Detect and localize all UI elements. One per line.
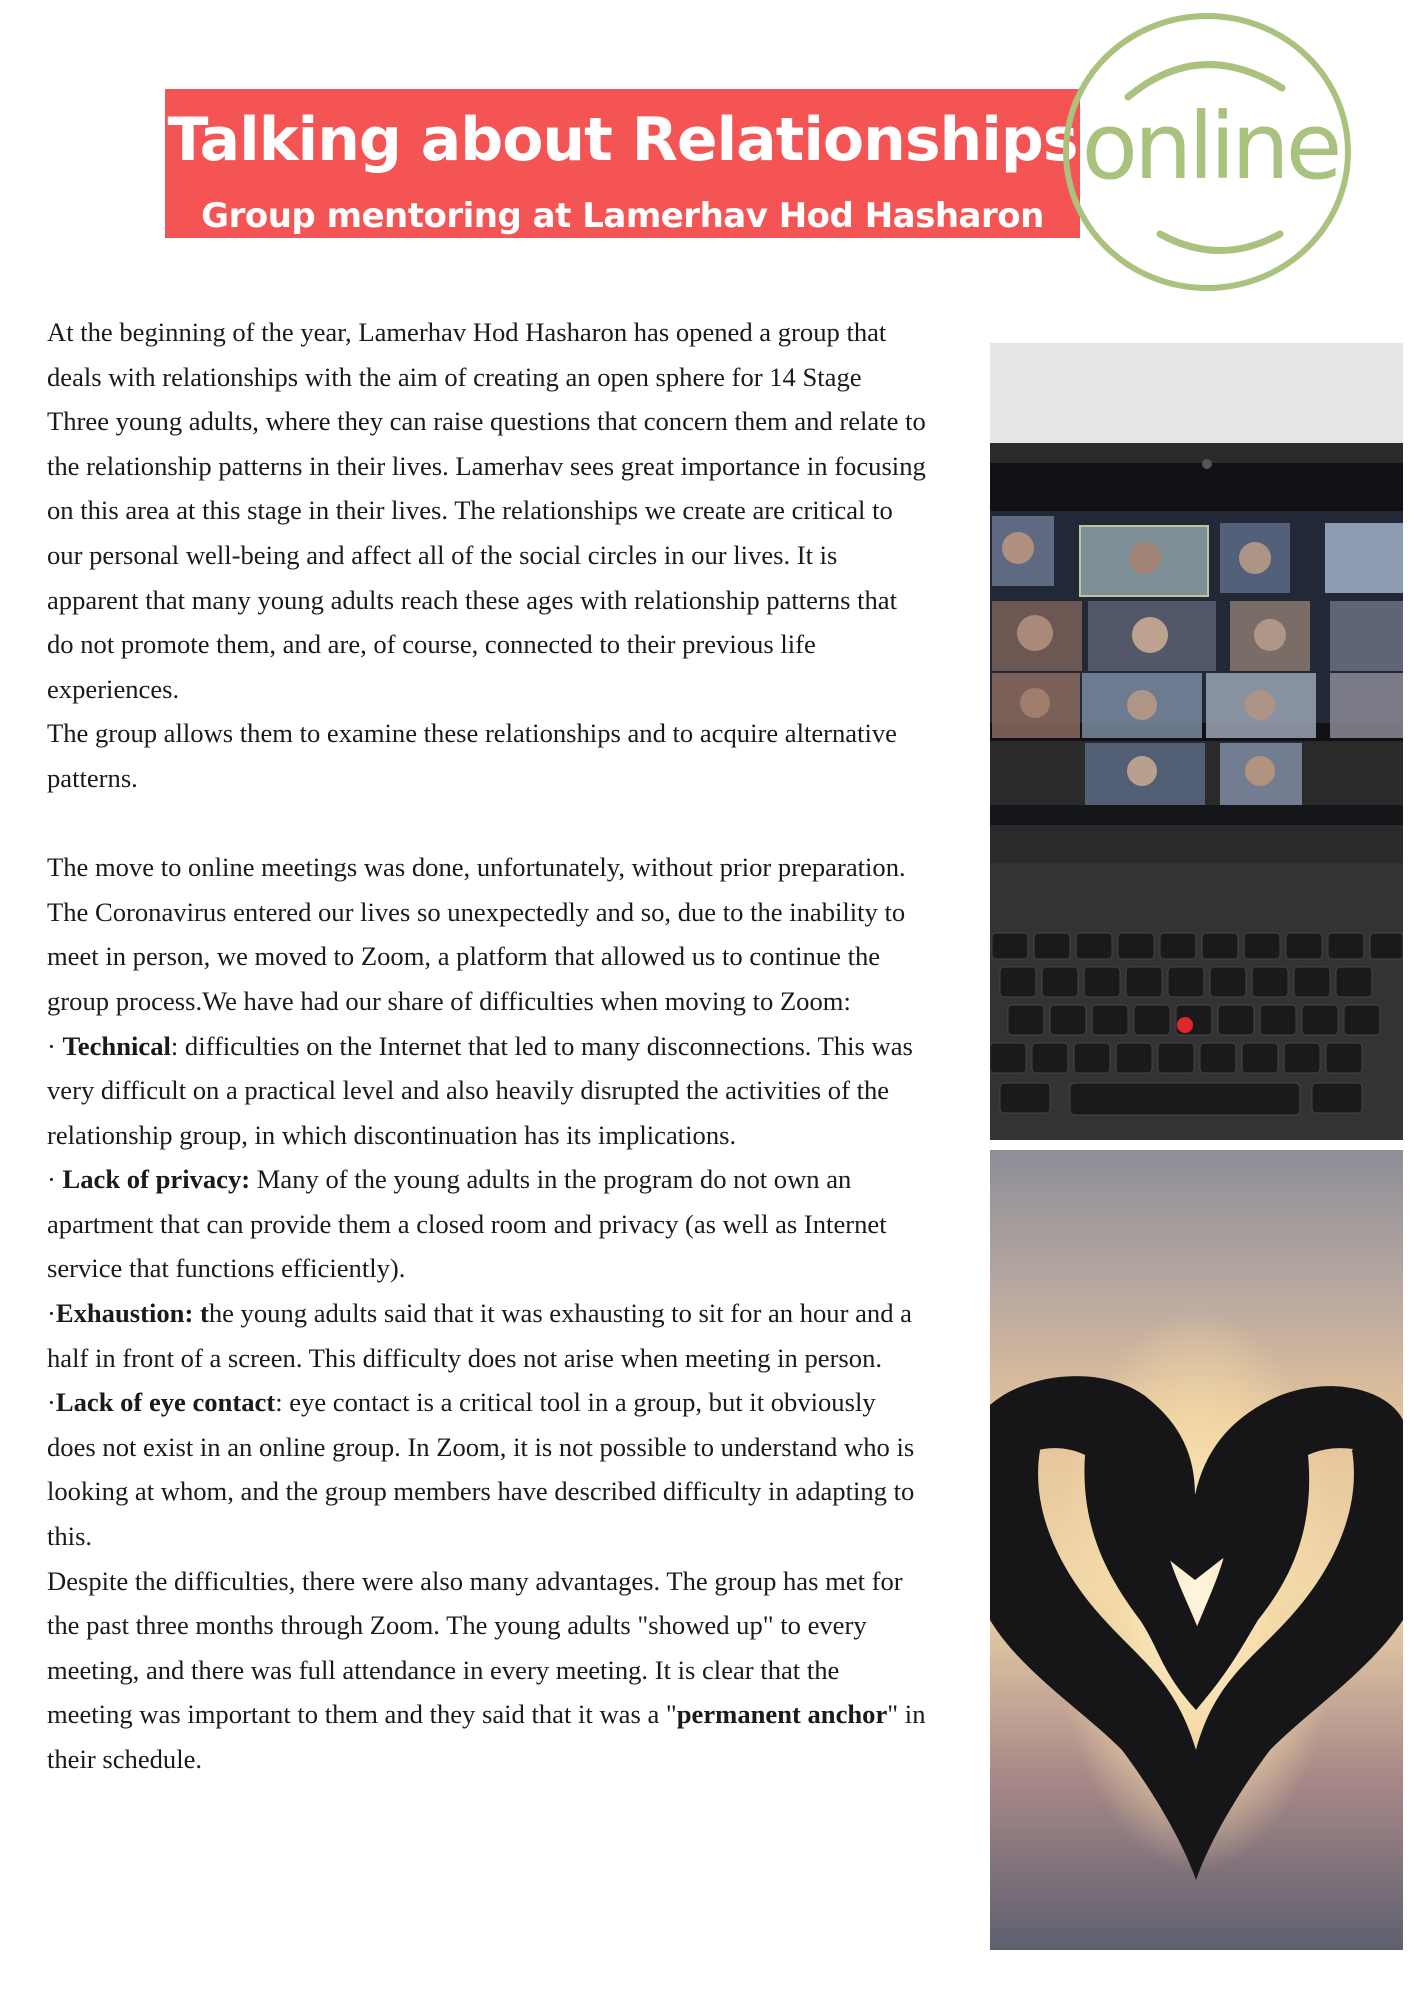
- difficulty-item: · Lack of privacy: Many of the young adults in the program do not own an apartment that can provide them a closed room and privacy (as well as Internet service that functions efficiently).: [47, 1164, 887, 1284]
- difficulty-term: Lack of eye contact: [55, 1387, 276, 1418]
- heart-hands-sunset-photo: [990, 1150, 1403, 1950]
- anchor-term: permanent anchor: [676, 1699, 888, 1730]
- badge-label: online: [1081, 93, 1339, 200]
- laptop-zoom-call-photo: [990, 343, 1403, 1140]
- move-paragraph: The move to online meetings was done, unfortunately, without prior preparation. The Coronavirus entered our lives so unexpectedly and so, due to the inability to meet in person, we moved to Zoom, a platform that allowed us to continue the group process.We have had our share of difficulties when moving to Zoom:: [47, 852, 906, 1016]
- difficulty-term: Lack of privacy:: [62, 1164, 251, 1195]
- difficulty-term: Exhaustion: t: [55, 1298, 209, 1329]
- page-subtitle: Group mentoring at Lamerhav Hod Hasharon: [201, 196, 1044, 236]
- intro-paragraph: At the beginning of the year, Lamerhav Hod Hasharon has opened a group that deals with relationships with the aim of creating an open sphere for 14 Stage Three young adults, where they can raise questions that concern them and relate to the relationship patterns in their lives. Lamerhav sees great importance in focusing on this area at this stage in their lives. The relationships we create are critical to our personal well-being and affect all of the social circles in our lives. It is apparent that many young adults reach these ages with relationship patterns that do not promote them, and are, of course, connected to their previous life experiences.: [47, 317, 926, 704]
- difficulty-term: Technical: [62, 1030, 171, 1061]
- online-badge-icon: [1050, 2, 1370, 302]
- page-title: Talking about Relationships: [167, 105, 1078, 175]
- article-body: [47, 310, 927, 1782]
- difficulty-item: ·Exhaustion: the young adults said that it was exhausting to sit for an hour and a half in front of a screen. This difficulty does not arise when meeting in person.: [47, 1298, 912, 1373]
- conclusion-paragraph: Despite the difficulties, there were also many advantages. The group has met for the past three months through Zoom. The young adults "showed up" to every meeting, and there was full attendance in every meeting. It is clear that the meeting was important to them and they said that it was a "permanent anchor" in their schedule.: [47, 1565, 926, 1774]
- difficulty-item: ·Lack of eye contact: eye contact is a critical tool in a group, but it obviously does not exist in an online group. In Zoom, it is not possible to understand who is looking at whom, and the group members have described difficulty in adapting to this.: [47, 1387, 915, 1552]
- difficulty-item: · Technical: difficulties on the Internet that led to many disconnections. This was very difficult on a practical level and also heavily disrupted the activities of the relationship group, in which discontinuation has its implications.: [47, 1030, 913, 1150]
- intro-paragraph: The group allows them to examine these relationships and to acquire alternative patterns.: [47, 718, 897, 793]
